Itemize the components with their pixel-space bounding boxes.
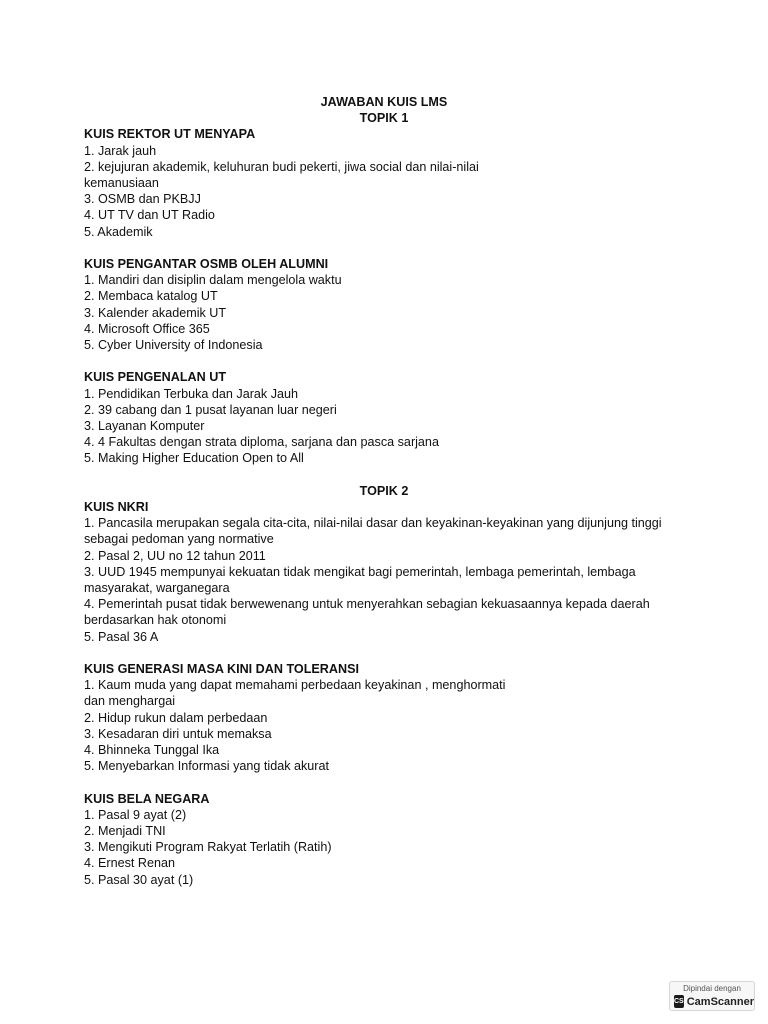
topik-1-sections xyxy=(84,126,684,466)
answer-line: 5. Cyber University of Indonesia xyxy=(84,338,263,353)
answer-line: kemanusiaan xyxy=(84,176,159,191)
section-kuis-pengantar-osmb xyxy=(84,256,684,353)
answer-line: sebagai pedoman yang normative xyxy=(84,532,274,547)
answer-line: 2. 39 cabang dan 1 pusat layanan luar negeri xyxy=(84,402,337,417)
answer-line: 3. Layanan Komputer xyxy=(84,419,205,434)
answer-line: 1. Jarak jauh xyxy=(84,143,157,158)
answer-line: 1. Pancasila merupakan segala cita-cita, nilai-nilai dasar dan keyakinan-keyakinan yang dijunjung tinggi xyxy=(84,516,662,531)
answer-line: 1. Mandiri dan disiplin dalam mengelola waktu xyxy=(84,273,342,288)
answer-line: 2. Membaca katalog UT xyxy=(84,289,218,304)
spacer xyxy=(84,645,684,661)
answer-line: 4. UT TV dan UT Radio xyxy=(84,208,215,223)
section-kuis-bela-negara xyxy=(84,791,684,888)
answer-line: masyarakat, warganegara xyxy=(84,581,230,596)
spacer xyxy=(84,774,684,790)
answer-line: 2. Menjadi TNI xyxy=(84,824,166,839)
section-heading: KUIS PENGENALAN UT xyxy=(84,370,227,385)
section-heading: KUIS PENGANTAR OSMB OLEH ALUMNI xyxy=(84,257,329,272)
answer-line: 3. Mengikuti Program Rakyat Terlatih (Ratih) xyxy=(84,840,332,855)
watermark-caption: Dipindai dengan xyxy=(683,984,741,993)
answer-line: 5. Akademik xyxy=(84,224,153,239)
spacer xyxy=(84,467,684,483)
answer-line: 1. Pasal 9 ayat (2) xyxy=(84,807,187,822)
answer-line: 1. Pendidikan Terbuka dan Jarak Jauh xyxy=(84,386,299,401)
camscanner-watermark xyxy=(669,981,755,1011)
answer-line: 5. Making Higher Education Open to All xyxy=(84,451,304,466)
section-kuis-rektor xyxy=(84,126,684,239)
section-heading: KUIS REKTOR UT MENYAPA xyxy=(84,127,256,142)
camscanner-logo-icon: CS xyxy=(674,995,684,1008)
spacer xyxy=(84,240,684,256)
watermark-brand: CamScanner xyxy=(686,995,754,1008)
answer-line: 5. Pasal 36 A xyxy=(84,629,159,644)
document-title: JAWABAN KUIS LMS xyxy=(320,95,448,109)
topik-2-label: TOPIK 2 xyxy=(359,483,409,498)
answer-line: 5. Menyebarkan Informasi yang tidak akurat xyxy=(84,759,330,774)
answer-line: 3. UUD 1945 mempunyai kekuatan tidak mengikat bagi pemerintah, lembaga pemerintah, lembaga xyxy=(84,564,636,579)
answer-line: berdasarkan hak otonomi xyxy=(84,613,227,628)
answer-line: 4. Pemerintah pusat tidak berwewenang untuk menyerahkan sebagian kekuasaannya kepada daerah xyxy=(84,597,650,612)
spacer xyxy=(84,353,684,369)
answer-line: 3. Kesadaran diri untuk memaksa xyxy=(84,726,272,741)
topik-2-sections xyxy=(84,499,684,888)
answer-line: 4. Ernest Renan xyxy=(84,856,176,871)
section-heading: KUIS NKRI xyxy=(84,500,149,515)
section-heading: KUIS BELA NEGARA xyxy=(84,791,210,806)
answer-line: 4. Microsoft Office 365 xyxy=(84,321,210,336)
answer-line: 4. Bhinneka Tunggal Ika xyxy=(84,743,220,758)
answer-line: 5. Pasal 30 ayat (1) xyxy=(84,872,194,887)
answer-line: 4. 4 Fakultas dengan strata diploma, sarjana dan pasca sarjana xyxy=(84,435,439,450)
answer-line: 3. OSMB dan PKBJJ xyxy=(84,192,201,207)
watermark-brand-row xyxy=(674,995,754,1008)
answer-line: dan menghargai xyxy=(84,694,176,709)
answer-line: 2. Pasal 2, UU no 12 tahun 2011 xyxy=(84,548,266,563)
topik-1-label: TOPIK 1 xyxy=(359,111,409,126)
answer-line: 2. kejujuran akademik, keluhuran budi pekerti, jiwa social dan nilai-nilai xyxy=(84,159,479,174)
section-kuis-pengenalan-ut xyxy=(84,369,684,466)
section-kuis-generasi xyxy=(84,661,684,774)
answer-line: 3. Kalender akademik UT xyxy=(84,305,227,320)
section-heading: KUIS GENERASI MASA KINI DAN TOLERANSI xyxy=(84,662,359,677)
answer-line: 2. Hidup rukun dalam perbedaan xyxy=(84,710,268,725)
answer-line: 1. Kaum muda yang dapat memahami perbedaan keyakinan , menghormati xyxy=(84,678,506,693)
section-kuis-nkri xyxy=(84,499,684,645)
document-body xyxy=(84,94,684,888)
